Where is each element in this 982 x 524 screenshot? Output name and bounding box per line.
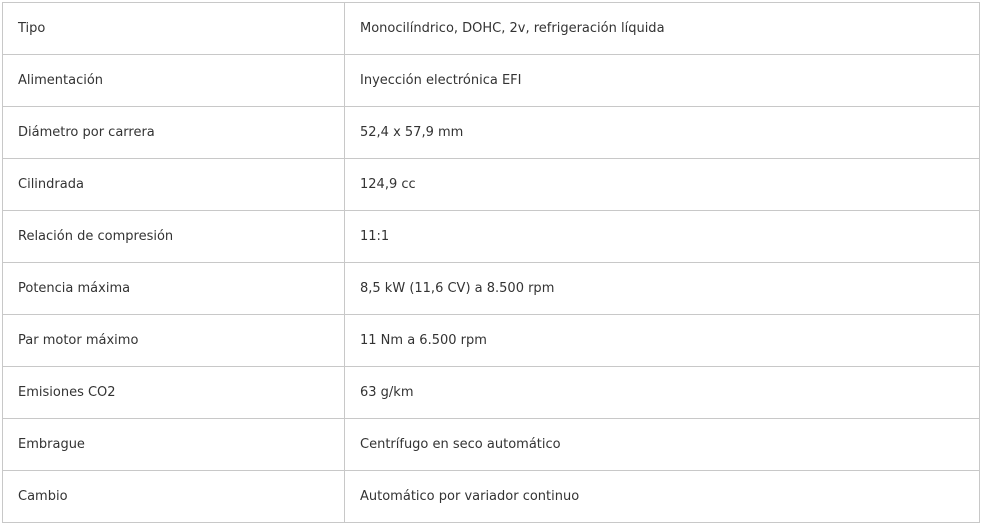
spec-value: 63 g/km <box>345 367 980 419</box>
table-row <box>3 471 980 523</box>
engine-specs-table <box>2 2 980 523</box>
spec-label: Par motor máximo <box>3 315 345 367</box>
spec-value: Inyección electrónica EFI <box>345 55 980 107</box>
table-row <box>3 315 980 367</box>
table-row <box>3 55 980 107</box>
spec-value: Monocilíndrico, DOHC, 2v, refrigeración líquida <box>345 3 980 55</box>
spec-value: 11:1 <box>345 211 980 263</box>
spec-label: Cilindrada <box>3 159 345 211</box>
spec-value: Automático por variador continuo <box>345 471 980 523</box>
spec-label: Relación de compresión <box>3 211 345 263</box>
table-row <box>3 159 980 211</box>
spec-label: Cambio <box>3 471 345 523</box>
spec-value: 8,5 kW (11,6 CV) a 8.500 rpm <box>345 263 980 315</box>
table-row <box>3 263 980 315</box>
spec-label: Emisiones CO2 <box>3 367 345 419</box>
spec-label: Embrague <box>3 419 345 471</box>
table-row <box>3 367 980 419</box>
spec-value: Centrífugo en seco automático <box>345 419 980 471</box>
spec-label: Alimentación <box>3 55 345 107</box>
table-row <box>3 107 980 159</box>
spec-value: 124,9 cc <box>345 159 980 211</box>
spec-label: Diámetro por carrera <box>3 107 345 159</box>
table-row <box>3 3 980 55</box>
spec-value: 11 Nm a 6.500 rpm <box>345 315 980 367</box>
table-row <box>3 419 980 471</box>
spec-label: Potencia máxima <box>3 263 345 315</box>
table-row <box>3 211 980 263</box>
spec-label: Tipo <box>3 3 345 55</box>
spec-value: 52,4 x 57,9 mm <box>345 107 980 159</box>
